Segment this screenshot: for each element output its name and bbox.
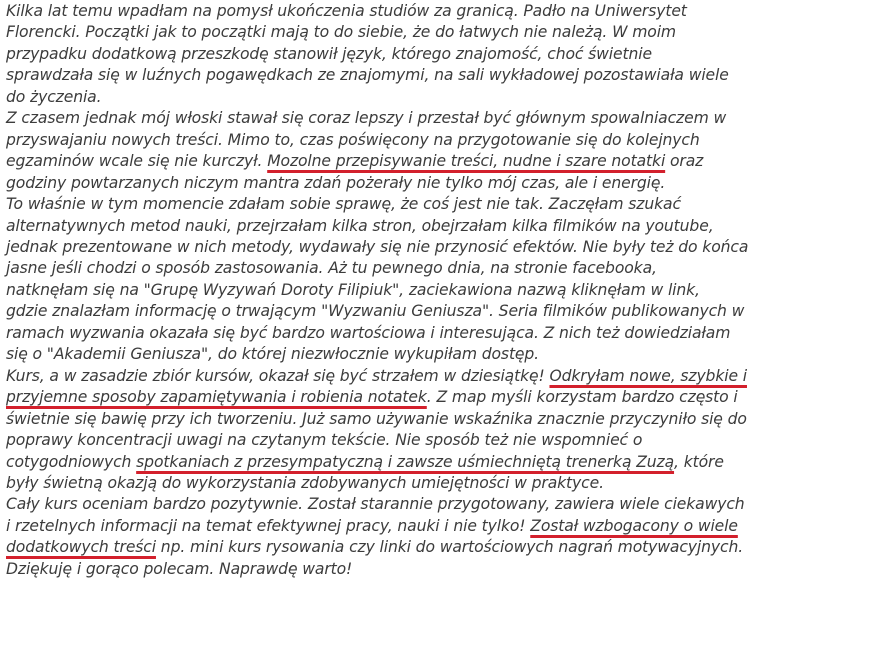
underlined-phrase: dodatkowych treści (6, 538, 156, 557)
text-line (6, 194, 868, 215)
text-segment: się o "Akademii Geniusza", do której niezwłocznie wykupiłam dostęp. (6, 345, 540, 364)
text-line (6, 323, 868, 344)
text-segment: do życzenia. (6, 87, 102, 106)
text-segment: Florencki. Początki jak to początki mają to do siebie, że do łatwych nie należą. W moim (6, 23, 676, 42)
text-segment: Z czasem jednak mój włoski stawał się coraz lepszy i przestał być głównym spowalniaczem w (6, 109, 727, 128)
text-line (6, 237, 868, 258)
review-text (6, 1, 868, 580)
text-line (6, 301, 868, 322)
underlined-phrase: Został wzbogacony o wiele (530, 516, 738, 535)
text-line (6, 216, 868, 237)
text-segment: przypadku dodatkową przeszkodę stanowił język, którego znajomość, choć świetnie (6, 44, 652, 63)
text-line (6, 430, 868, 451)
text-line (6, 1, 868, 22)
text-segment: alternatywnych metod nauki, przejrzałam kilka stron, obejrzałam kilka filmików na youtube, (6, 216, 714, 235)
text-line (6, 494, 868, 515)
text-line (6, 366, 868, 387)
underlined-phrase: spotkaniach z przesympatyczną i zawsze uśmiechniętą trenerką Zuzą (136, 452, 675, 471)
text-segment: sprawdzała się w luźnych pogawędkach ze znajomymi, na sali wykładowej pozostawiała wiele (6, 66, 729, 85)
text-line (6, 387, 868, 408)
text-segment: Kilka lat temu wpadłam na pomysł ukończenia studiów za granicą. Padło na Uniwersytet (6, 2, 687, 20)
text-segment: i rzetelnych informacji na temat efektywnej pracy, nauki i nie tylko! (6, 516, 531, 535)
text-line (6, 44, 868, 65)
text-segment: Kurs, a w zasadzie zbiór kursów, okazał się być strzałem w dziesiątkę! (6, 366, 550, 385)
text-line (6, 130, 868, 151)
underlined-phrase: Mozolne przepisywanie treści, nudne i szare notatki (267, 152, 666, 171)
text-segment: godziny powtarzanych niczym mantra zdań pożerały nie tylko mój czas, ale i energię. (6, 173, 666, 192)
text-segment: natknęłam się na "Grupę Wyzywań Doroty Filipiuk", zaciekawiona nazwą kliknęłam w link, (6, 280, 700, 299)
text-segment: np. mini kurs rysowania czy linki do wartościowych nagrań motywacyjnych. (155, 538, 744, 557)
text-line (6, 559, 868, 580)
text-segment: Cały kurs oceniam bardzo pozytywnie. Został starannie przygotowany, zawiera wiele ciekawych (6, 495, 745, 514)
text-line (6, 108, 868, 129)
text-segment: jasne jeśli chodzi o sposób zastosowania. Aż tu pewnego dnia, na stronie facebooka, (6, 259, 657, 278)
text-segment: . Z map myśli korzystam bardzo często i (426, 388, 738, 407)
text-line (6, 452, 868, 473)
text-segment: ramach wyzwania okazała się być bardzo wartościowa i interesująca. Z nich też dowiedziałam (6, 323, 731, 342)
text-line (6, 151, 868, 172)
text-line (6, 65, 868, 86)
text-line (6, 280, 868, 301)
text-line (6, 87, 868, 108)
text-segment: cotygodniowych (6, 452, 137, 471)
text-line (6, 537, 868, 558)
underlined-phrase: Odkryłam nowe, szybkie i (549, 366, 747, 385)
text-line (6, 258, 868, 279)
text-line (6, 173, 868, 194)
text-segment: Dziękuję i gorąco polecam. Naprawdę warto! (6, 559, 353, 578)
text-line (6, 409, 868, 430)
text-segment: jednak prezentowane w nich metody, wydawały się nie przynosić efektów. Nie były też do końca (6, 237, 749, 256)
text-line (6, 473, 868, 494)
text-segment: egzaminów wcale się nie kurczył. (6, 152, 268, 171)
text-segment: poprawy koncentracji uwagi na czytanym tekście. Nie sposób też nie wspomnieć o (6, 431, 643, 450)
text-segment: oraz (665, 152, 704, 171)
text-segment: gdzie znalazłam informację o trwającym "Wyzwaniu Geniusza". Seria filmików publikowanych w (6, 302, 745, 321)
text-line (6, 516, 868, 537)
text-segment: były świetną okazją do wykorzystania zdobywanych umiejętności w praktyce. (6, 473, 604, 492)
text-segment: przyswajaniu nowych treści. Mimo to, czas poświęcony na przygotowanie się do kolejnych (6, 130, 700, 149)
text-segment: To właśnie w tym momencie zdałam sobie sprawę, że coś jest nie tak. Zaczęłam szukać (6, 195, 681, 214)
underlined-phrase: przyjemne sposoby zapamiętywania i robienia notatek (6, 388, 427, 407)
text-line (6, 22, 868, 43)
text-segment: , które (674, 452, 724, 471)
text-line (6, 344, 868, 365)
text-segment: świetnie się bawię przy ich tworzeniu. Już samo używanie wskaźnika znacznie przyczyniło się do (6, 409, 747, 428)
